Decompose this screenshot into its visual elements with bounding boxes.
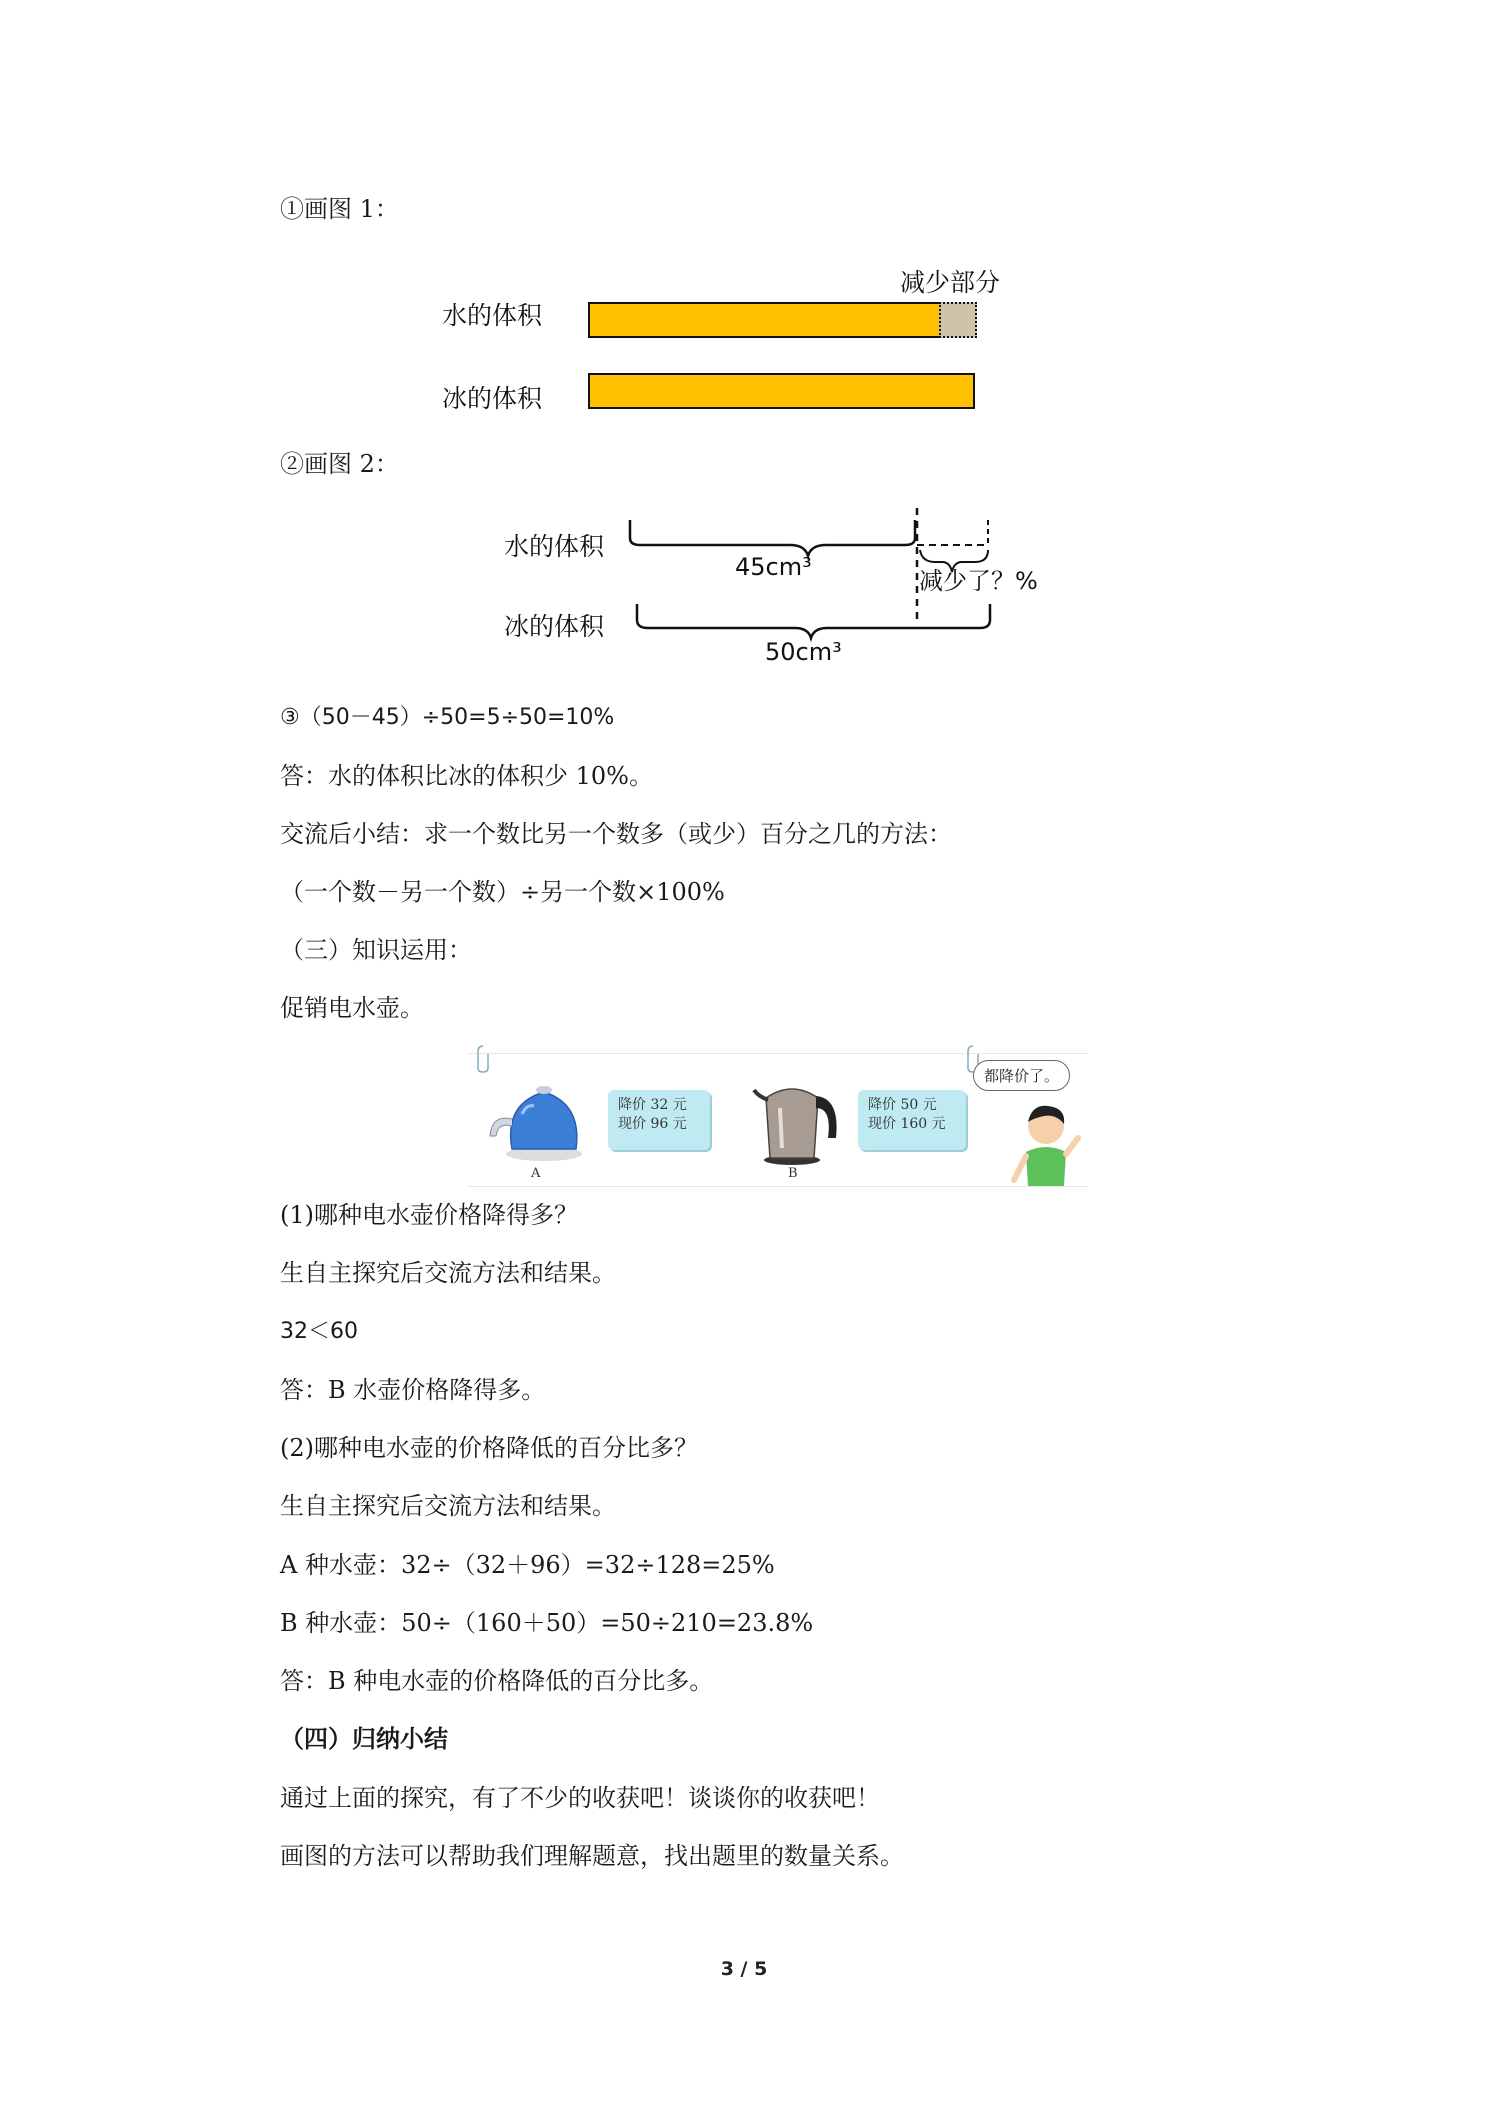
kettle-b-discount: 降价 50 元 xyxy=(868,1097,937,1113)
conclusion-text: 画图的方法可以帮助我们理解题意，找出题里的数量关系。 xyxy=(280,1842,904,1870)
answer-1: 答：水的体积比冰的体积少 10%。 xyxy=(280,762,653,790)
calc-step-3: ③（50－45）÷50=5÷50=10% xyxy=(280,705,615,730)
kettle-illustration xyxy=(468,1053,1088,1187)
section-3-heading: （三）知识运用： xyxy=(280,936,472,964)
ice-volume-label: 冰的体积 xyxy=(442,384,543,413)
fig2-caption: ②画图 2： xyxy=(280,450,399,478)
question-1: (1)哪种电水壶价格降得多？ xyxy=(280,1201,578,1229)
page-number: 3 / 5 xyxy=(720,1958,768,1980)
brace-lines xyxy=(0,0,1488,700)
ice-volume-label-2: 冰的体积 xyxy=(504,612,605,641)
comparison: 32＜60 xyxy=(280,1319,358,1344)
summary-intro: 交流后小结：求一个数比另一个数多（或少）百分之几的方法： xyxy=(280,820,952,848)
promo-text: 促销电水壶。 xyxy=(280,994,424,1022)
water-volume-label-2: 水的体积 xyxy=(504,532,605,561)
reduced-part-label: 减少部分 xyxy=(900,268,1001,297)
explore-text-2: 生自主探究后交流方法和结果。 xyxy=(280,1492,616,1520)
calc-kettle-b: B 种水壶：50÷（160＋50）=50÷210=23.8% xyxy=(280,1609,814,1637)
reflection-text: 通过上面的探究，有了不少的收获吧！谈谈你的收获吧！ xyxy=(280,1784,880,1812)
section-4-heading: （四）归纳小结 xyxy=(280,1725,448,1753)
kettle-a-discount: 降价 32 元 xyxy=(618,1097,687,1113)
water-brace xyxy=(630,520,915,556)
kettle-b-caption: B xyxy=(788,1166,798,1181)
ice-brace xyxy=(637,604,990,638)
kettle-a-icon xyxy=(482,1074,592,1164)
kettle-b-icon xyxy=(748,1068,848,1168)
formula: （一个数－另一个数）÷另一个数×100% xyxy=(280,878,725,906)
kettle-b-price-tag xyxy=(858,1090,966,1150)
answer-2: 答：B 水壶价格降得多。 xyxy=(280,1376,546,1404)
answer-3: 答：B 种电水壶的价格降低的百分比多。 xyxy=(280,1667,714,1695)
ice-value-label: 50cm³ xyxy=(765,638,842,666)
water-value-label: 45cm³ xyxy=(735,553,812,581)
calc-kettle-a: A 种水壶：32÷（32＋96）=32÷128=25% xyxy=(280,1551,775,1579)
kettle-b-current-price: 现价 160 元 xyxy=(868,1116,946,1132)
kettle-a-caption: A xyxy=(531,1166,541,1181)
fig1-caption: ①画图 1： xyxy=(280,195,399,223)
kettle-a-price-tag xyxy=(608,1090,710,1150)
reduced-percent-label: 减少了？% xyxy=(919,567,1038,595)
paperclip-icon xyxy=(476,1044,490,1074)
kettle-a-current-price: 现价 96 元 xyxy=(618,1116,687,1132)
speech-bubble: 都降价了。 xyxy=(973,1060,1070,1091)
boy-character-icon xyxy=(1008,1102,1084,1188)
question-2: (2)哪种电水壶的价格降低的百分比多？ xyxy=(280,1434,698,1462)
explore-text-1: 生自主探究后交流方法和结果。 xyxy=(280,1259,616,1287)
water-volume-label: 水的体积 xyxy=(442,301,543,330)
